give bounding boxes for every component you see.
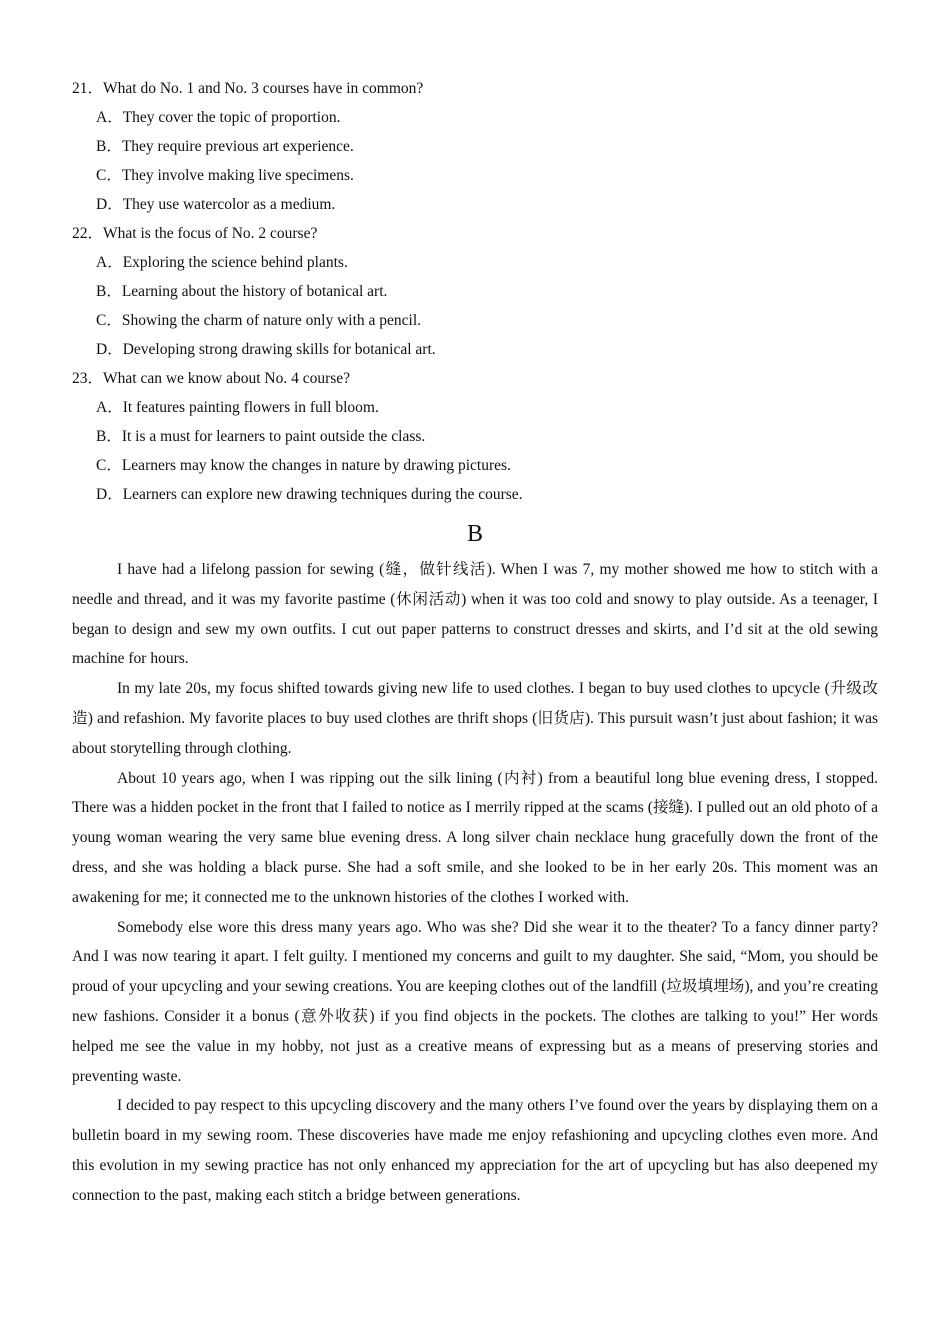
option-d: D．Developing strong drawing skills for botanical art. bbox=[96, 341, 436, 358]
question-stem: 22．What is the focus of No. 2 course? bbox=[72, 225, 318, 242]
option-c: C．Showing the charm of nature only with a pencil. bbox=[96, 312, 422, 329]
question-22 bbox=[72, 219, 878, 364]
option-b: B．It is a must for learners to paint outside the class. bbox=[96, 428, 426, 445]
exam-page bbox=[72, 74, 878, 1211]
passage-paragraph: In my late 20s, my focus shifted towards giving new life to used clothes. I began to buy used clothes to upcycle (升级改造) and refashion. My favorite places to buy used clothes are thrift shops (旧货店). This pursuit wasn’t just about fashion; it was about storytelling through clothing. bbox=[72, 680, 878, 757]
section-title: B bbox=[466, 521, 483, 547]
option-d: D．Learners can explore new drawing techniques during the course. bbox=[96, 486, 523, 503]
passage-paragraph: I have had a lifelong passion for sewing (缝，做针线活). When I was 7, my mother showed me how to stitch with a needle and thread, and it was my favorite pastime (休闲活动) when it was too cold and snowy to play outside. As a teenager, I began to design and sew my own outfits. I cut out paper patterns to construct dresses and skirts, and I’d sit at the old sewing machine for hours. bbox=[72, 561, 878, 668]
passage-paragraph: Somebody else wore this dress many years ago. Who was she? Did she wear it to the theater? To a fancy dinner party? And I was now tearing it apart. I felt guilty. I mentioned my concerns and guilt to my daughter. She said, “Mom, you should be proud of your upcycling and your sewing creations. You are keeping clothes out of the landfill (垃圾填埋场), and you’re creating new fashions. Consider it a bonus (意外收获) if you find objects in the pockets. The clothes are talking to you!” Her words helped me see the value in my hobby, not just as a creative means of expressing but as a means of preserving stories and preventing waste. bbox=[72, 918, 878, 1085]
option-a: A．Exploring the science behind plants. bbox=[96, 254, 348, 271]
option-b: B．Learning about the history of botanical art. bbox=[96, 283, 388, 300]
option-a: A．They cover the topic of proportion. bbox=[96, 109, 341, 126]
passage-paragraph: I decided to pay respect to this upcycling discovery and the many others I’ve found over the years by displaying them on a bulletin board in my sewing room. These discoveries have made me enjoy refashioning and upcycling clothes even more. And this evolution in my sewing practice has not only enhanced my appreciation for the art of upcycling but has also deepened my connection to the past, making each stitch a bridge between generations. bbox=[72, 1097, 878, 1204]
option-c: C．Learners may know the changes in nature by drawing pictures. bbox=[96, 457, 511, 474]
passage-paragraph: About 10 years ago, when I was ripping out the silk lining (内衬) from a beautiful long blue evening dress, I stopped. There was a hidden pocket in the front that I failed to notice as I merrily ripped at the scams (接缝). I pulled out an old photo of a young woman wearing the very same blue evening dress. A long silver chain necklace hung gracefully down the front of the dress, and she was holding a black purse. She had a soft smile, and she looked to be in her early 20s. This moment was an awakening for me; it connected me to the unknown histories of the clothes I worked with. bbox=[72, 769, 878, 906]
question-21 bbox=[72, 74, 878, 219]
passage bbox=[72, 555, 878, 1211]
option-b: B．They require previous art experience. bbox=[96, 138, 354, 155]
option-c: C．They involve making live specimens. bbox=[96, 167, 354, 184]
option-a: A．It features painting flowers in full bloom. bbox=[96, 399, 379, 416]
question-stem: 21．What do No. 1 and No. 3 courses have in common? bbox=[72, 80, 424, 97]
question-stem: 23．What can we know about No. 4 course? bbox=[72, 370, 351, 387]
question-23 bbox=[72, 364, 878, 509]
option-d: D．They use watercolor as a medium. bbox=[96, 196, 336, 213]
